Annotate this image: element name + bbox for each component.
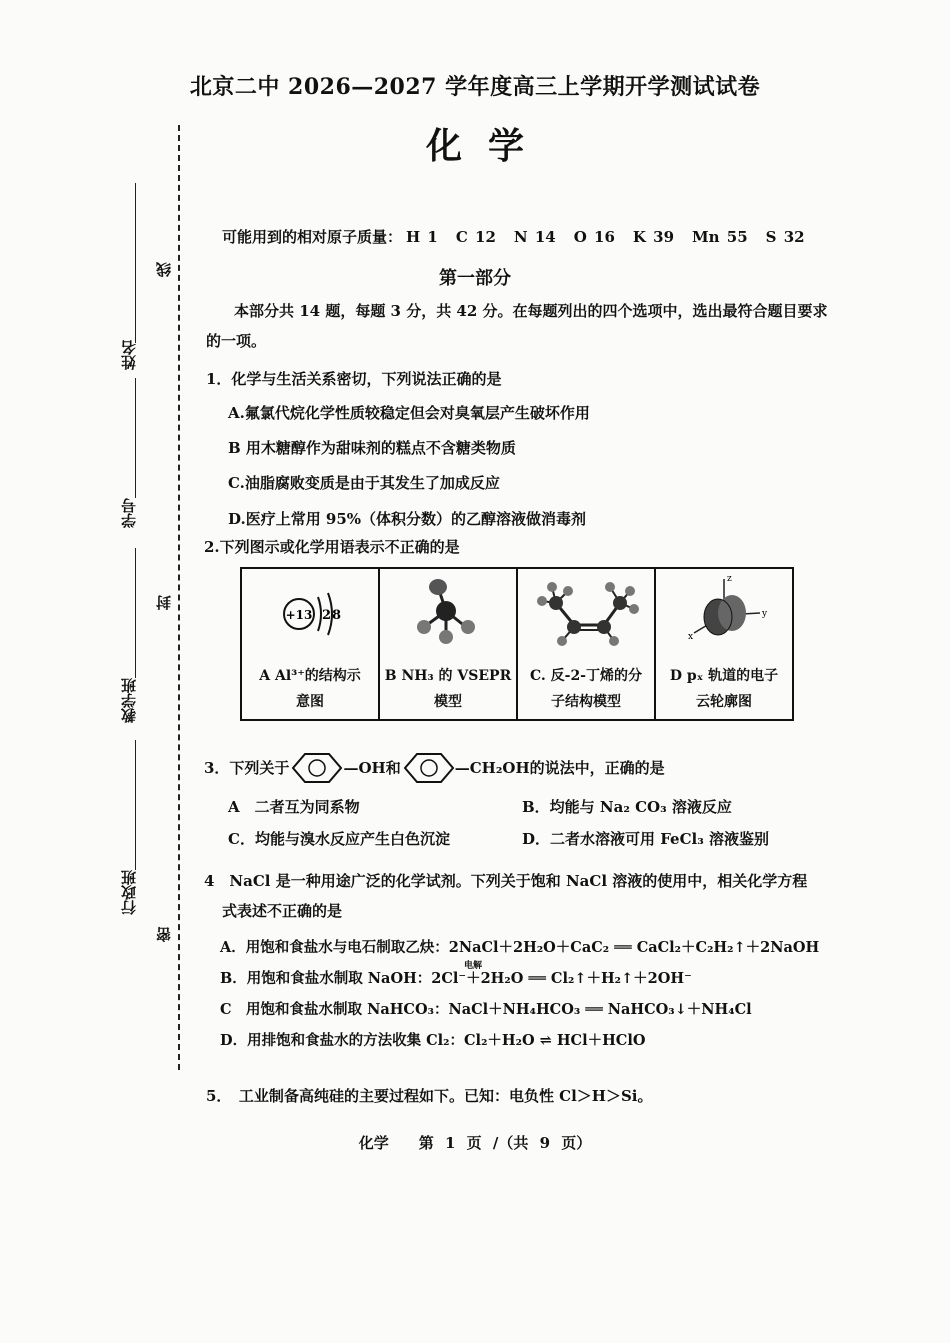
electrolysis-condition: 电解 bbox=[464, 961, 483, 971]
q3-option-c: C．均能与溴水反应产生白色沉淀 bbox=[228, 830, 450, 848]
atomic-mass-item: N 14 bbox=[513, 228, 556, 246]
axis-y-label: y bbox=[762, 609, 768, 619]
q2-caption-d-line2: 云轮廓图 bbox=[696, 694, 752, 710]
px-orbital-diagram bbox=[656, 569, 792, 661]
teaching-class-blank-line bbox=[135, 548, 136, 678]
q4-option-a: A．用饱和食盐水与电石制取乙炔：2NaCl＋2H₂O＋CaC₂ ══ CaCl₂＋C₂H₂↑＋2NaOH bbox=[220, 939, 820, 956]
atomic-mass-item: Mn 55 bbox=[692, 228, 748, 246]
q4-option-c: C 用饱和食盐水制取 NaHCO₃：NaCl＋NH₄HCO₃ ══ NaHCO₃↓＋NH₄Cl bbox=[220, 1001, 752, 1018]
q2-figure-table bbox=[240, 567, 794, 721]
q3-group1: —OH bbox=[343, 759, 386, 777]
page-footer: 化学 第 1 页 /（共 9 页） bbox=[358, 1134, 592, 1152]
q2-cell-c bbox=[517, 568, 655, 720]
teaching-class-label: 教学班 bbox=[120, 678, 138, 723]
shell2-count: 8 bbox=[332, 608, 342, 623]
q2-caption-c-line2: 子结构模型 bbox=[551, 694, 621, 710]
q1-option-c: C.油脂腐败变质是由于其发生了加成反应 bbox=[228, 474, 500, 492]
q1-option-a: A.氟氯代烷化学性质较稳定但会对臭氧层产生破坏作用 bbox=[228, 404, 590, 422]
q3-and: 和 bbox=[385, 759, 401, 777]
atomic-masses bbox=[222, 226, 823, 247]
q2-caption-a-line1: A Al³⁺的结构示 bbox=[259, 668, 361, 684]
atomic-mass-item: S 32 bbox=[765, 228, 805, 246]
q3-stem bbox=[204, 748, 665, 788]
admin-class-label: 行政班 bbox=[120, 870, 138, 915]
q3-option-d: D．二者水溶液可用 FeCl₃ 溶液鉴别 bbox=[522, 830, 770, 848]
q2-caption-b-line1: B NH₃ 的 VSEPR bbox=[384, 668, 512, 684]
seal-char-secret: 密 bbox=[155, 927, 173, 942]
al-ion-diagram bbox=[242, 569, 378, 661]
seal-char-seal: 封 bbox=[155, 595, 173, 610]
q4-option-d: D．用排饱和食盐水的方法收集 Cl₂：Cl₂＋H₂O ⇌ HCl＋HClO bbox=[220, 1032, 646, 1049]
exam-title: 北京二中 2026—2027 学年度高三上学期开学测试试卷 bbox=[189, 74, 761, 100]
q3-stem-prefix: 3．下列关于 bbox=[204, 759, 290, 777]
q4-option-b: B．用饱和食盐水制取 NaOH：2Cl⁻＋2H₂O ══ Cl₂↑＋H₂↑＋2OH⁻ bbox=[220, 970, 692, 987]
q4-stem-line2: 式表述不正确的是 bbox=[222, 902, 343, 920]
part-title: 第一部分 bbox=[439, 268, 511, 289]
q4-stem-line1: 4 NaCl 是一种用途广泛的化学试剂。下列关于饱和 NaCl 溶液的使用中，相关化学方程 bbox=[204, 872, 808, 890]
q2-cell-d bbox=[655, 568, 793, 720]
admin-class-blank-line bbox=[135, 740, 136, 870]
name-label: 姓名 bbox=[120, 340, 138, 370]
q2-caption-b-line2: 模型 bbox=[434, 694, 462, 710]
shell1-count: 2 bbox=[322, 608, 332, 623]
part-intro: 本部分共 14 题，每题 3 分，共 42 分。在每题列出的四个选项中，选出最符合题目要求的一项。 bbox=[206, 302, 828, 350]
q2-caption-c-line1: C. 反-2-丁烯的分 bbox=[529, 668, 642, 684]
q2-stem: 2.下列图示或化学用语表示不正确的是 bbox=[204, 538, 460, 556]
subject-title: 化学 bbox=[425, 125, 550, 167]
q1-stem: 1．化学与生活关系密切，下列说法正确的是 bbox=[206, 370, 502, 388]
q2-caption-a-line2: 意图 bbox=[296, 694, 324, 710]
nucleus-charge: +13 bbox=[285, 608, 313, 622]
phenol-ring-icon bbox=[289, 748, 351, 788]
benzyl-alcohol-ring-icon bbox=[401, 748, 463, 788]
q5-stem: 5． 工业制备高纯硅的主要过程如下。已知：电负性 Cl＞H＞Si。 bbox=[206, 1087, 653, 1105]
name-blank-line bbox=[135, 183, 136, 343]
q1-option-d: D.医疗上常用 95%（体积分数）的乙醇溶液做消毒剂 bbox=[228, 510, 587, 528]
q2-caption-d-line1: D pₓ 轨道的电子 bbox=[669, 668, 779, 684]
atomic-mass-item: C 12 bbox=[455, 228, 496, 246]
atomic-masses-label: 可能用到的相对原子质量： bbox=[222, 228, 403, 246]
student-id-label: 学号 bbox=[120, 498, 138, 528]
seal-char-line: 线 bbox=[155, 262, 173, 277]
atomic-mass-item: K 39 bbox=[632, 228, 675, 246]
q3-option-b: B．均能与 Na₂ CO₃ 溶液反应 bbox=[522, 798, 732, 816]
q3-option-a: A 二者互为同系物 bbox=[228, 798, 360, 816]
axis-z-label: z bbox=[727, 574, 732, 584]
id-blank-line bbox=[135, 378, 136, 498]
trans-2-butene-model bbox=[518, 569, 654, 661]
axis-x-label: x bbox=[688, 632, 694, 642]
q3-stem-suffix: 的说法中，正确的是 bbox=[529, 759, 665, 777]
nh3-vsepr-model bbox=[380, 569, 516, 661]
atomic-mass-item: H 1 bbox=[406, 228, 438, 246]
q3-group2: —CH₂OH bbox=[454, 759, 530, 777]
q2-cell-b bbox=[379, 568, 517, 720]
q2-cell-a bbox=[241, 568, 379, 720]
atomic-mass-item: O 16 bbox=[573, 228, 615, 246]
q1-option-b: B 用木糖醇作为甜味剂的糕点不含糖类物质 bbox=[228, 439, 516, 457]
